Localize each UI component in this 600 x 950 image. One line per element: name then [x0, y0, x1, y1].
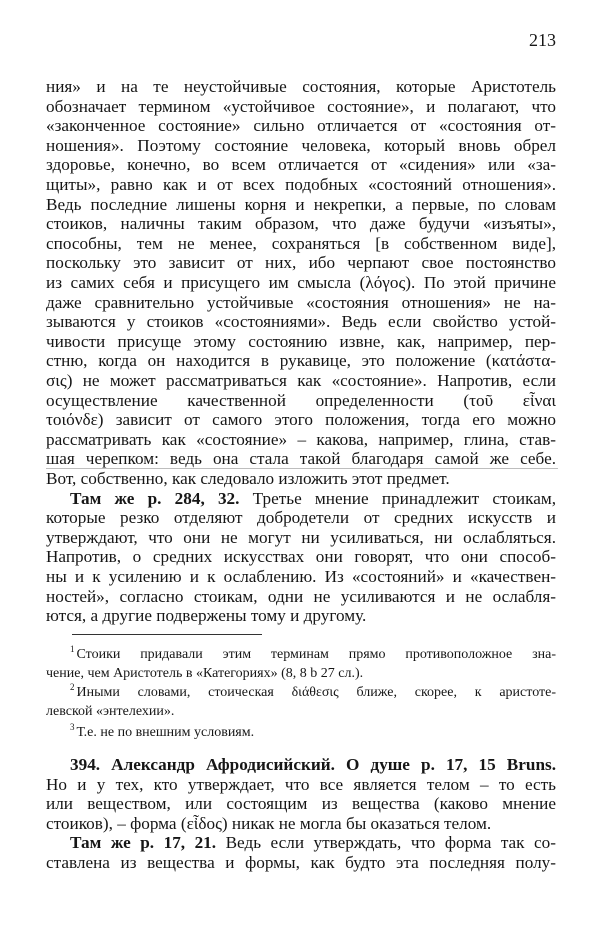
- line-text: стню, когда он находится в рукавице, это положение (κατάστα-: [46, 351, 556, 371]
- line-text: поскольку это зависит от них, ибо черпают свое постоянство: [46, 253, 556, 273]
- line-text: ния» и на те неустойчивые состояния, которые Аристотель: [46, 77, 556, 96]
- line-text: утверждают, что они не могут ни усиливаться, ни ослабляться.: [46, 527, 556, 547]
- line-text: Ведь если утверждать, что форма так со-: [216, 833, 556, 853]
- text-line: [46, 97, 556, 116]
- text-line: [46, 430, 556, 449]
- line-text: σις) не может рассматриваться как «состояние». Напротив, если: [46, 371, 556, 390]
- text-line: [46, 391, 556, 410]
- footnote-text: Стоики придавали этим терминам прямо противоположное зна-: [76, 647, 556, 662]
- text-line: [46, 234, 556, 253]
- text-line: [46, 214, 556, 233]
- text-line: [46, 155, 556, 174]
- text-line: [70, 833, 556, 852]
- text-line: [46, 775, 556, 794]
- text-line: [46, 853, 556, 872]
- line-text: которые резко отделяют добродетели от средних искусств и: [46, 508, 556, 528]
- line-text: «законченное состояние» сильно отличается от «состояния от-: [46, 116, 556, 136]
- footnote-number: 3: [70, 722, 75, 732]
- line-text: ношения». Поэтому состояние человека, который вновь обрел: [46, 135, 556, 155]
- text-line: [46, 312, 556, 331]
- footnote-line: [46, 703, 556, 720]
- scan-divider: [46, 468, 558, 469]
- line-text: Но и у тех, кто утверждает, что все является телом – то есть: [46, 774, 556, 794]
- text-line: [46, 449, 556, 468]
- text-line: [46, 273, 556, 292]
- text-line: [46, 606, 556, 625]
- text-line: [46, 547, 556, 566]
- line-text: зываются у стоиков «состояниями». Ведь если свойство устой-: [46, 312, 556, 332]
- line-text: даже сравнительно устойчивые «состояния отношения» не на-: [46, 292, 556, 312]
- line-text: ются, а другие подвержены тому и другому.: [46, 606, 367, 626]
- line-text: стоиков), – форма (εἶδος) никак не могла бы оказаться телом.: [46, 813, 492, 833]
- footnote-text: чение, чем Аристотель в «Категориях» (8, 8 b 27 сл.).: [46, 666, 364, 681]
- reference-heading: Там же р. 284, 32.: [70, 488, 240, 508]
- text-line: [46, 253, 556, 272]
- footnote-number: 2: [70, 682, 75, 692]
- footnote-line: [46, 665, 556, 682]
- line-text: обозначает термином «устойчивое состояние», и полагают, что: [46, 96, 556, 116]
- footnote-number: 1: [70, 644, 75, 654]
- text-line: [46, 136, 556, 155]
- line-text: чивости присуще этому состоянию извне, как, например, пер-: [46, 331, 556, 351]
- line-text: ностей», согласно стоикам, одни не усиливаются и не ослабля-: [46, 586, 556, 606]
- text-line: [46, 814, 556, 833]
- text-line: [46, 195, 556, 214]
- footnote-line: [70, 646, 556, 663]
- text-line: [70, 755, 556, 774]
- page-number: 213: [529, 30, 556, 50]
- text-line: [46, 567, 556, 586]
- line-text: рассматривать как «состояние» – какова, например, глина, став-: [46, 429, 556, 449]
- text-line: [46, 351, 556, 370]
- line-text: щиты», равно как и от всех подобных «состояний отношения».: [46, 175, 556, 194]
- reference-heading: 394. Александр Афродисийский. О душе р. 17, 15 Bruns.: [70, 755, 556, 774]
- line-text: τοιόνδε) зависит от самого этого положения, тогда его можно: [46, 410, 556, 430]
- text-line: [46, 332, 556, 351]
- line-text: Третье мнение принадлежит стоикам,: [239, 488, 556, 508]
- text-line: [46, 410, 556, 429]
- line-text: Вот, собственно, как следовало изложить этот предмет.: [46, 469, 450, 488]
- text-line: [46, 528, 556, 547]
- footnote-line: [70, 684, 556, 701]
- line-text: Напротив, о средних искусствах они говорят, что они способ-: [46, 547, 556, 567]
- line-text: ставлена из вещества и формы, как будто эта последняя полу-: [46, 853, 556, 872]
- text-line: [46, 116, 556, 135]
- text-line: [46, 175, 556, 194]
- text-line: [46, 371, 556, 390]
- text-line: [46, 469, 556, 488]
- line-text: Ведь последние лишены корня и некрепки, а первые, по словам: [46, 194, 556, 214]
- footnote-text: левской «энтелехии».: [46, 704, 175, 719]
- footnote-text: Иными словами, стоическая διάθεσις ближе, скорее, к аристоте-: [76, 685, 556, 700]
- text-line: [46, 587, 556, 606]
- text-line: [46, 293, 556, 312]
- line-text: способны, тем не менее, сохраняться [в собственном виде],: [46, 233, 556, 253]
- reference-heading: Там же р. 17, 21.: [70, 833, 217, 853]
- text-line: [70, 489, 556, 508]
- line-text: стоиков, наличны таким образом, что даже будучи «изъяты»,: [46, 214, 556, 234]
- text-line: [46, 508, 556, 527]
- line-text: ны и к усилению и к ослаблению. Из «состояний» и «качествен-: [46, 567, 556, 586]
- line-text: шая черепком: ведь она стала такой благодаря самой же себе.: [46, 449, 556, 469]
- footnote-text: Т.е. не по внешним условиям.: [76, 725, 255, 740]
- line-text: здоровье, конечно, во всем отличается от «сидения» или «за-: [46, 155, 556, 175]
- line-text: из самих себя и присущего им смысла (λόγος). По этой причине: [46, 273, 556, 292]
- line-text: осуществление качественной определенности (τοῦ εἶναι: [46, 390, 556, 410]
- footnote-rule: [72, 634, 262, 635]
- text-line: [46, 77, 556, 96]
- text-line: [46, 794, 556, 813]
- line-text: или веществом, или состоящим из вещества (каково мнение: [46, 794, 556, 814]
- footnote-line: [70, 724, 556, 741]
